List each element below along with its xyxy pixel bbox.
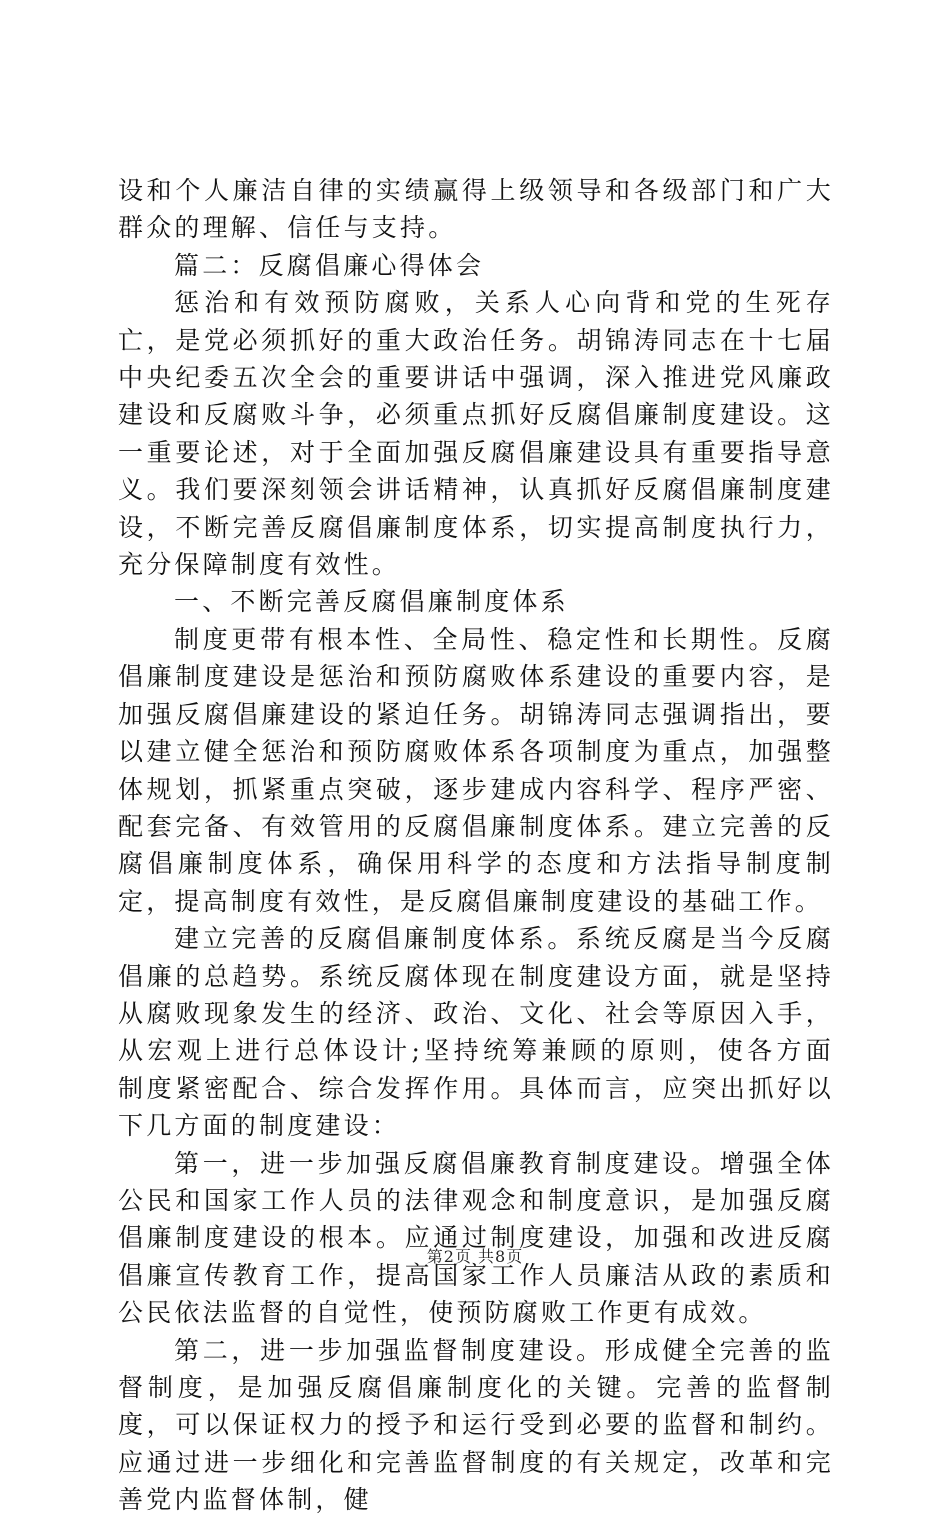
paragraph-point-two: 第二，进一步加强监督制度建设。形成健全完善的监督制度，是加强反腐倡廉制度化的关键。完善的监督制度，可以保证权力的授予和运行受到必要的监督和制约。应通过进一步细化和完善监督制度的有关规定，改革和完善党内监督体制，健 (118, 1335, 834, 1515)
section-title-part-two: 篇二：反腐倡廉心得体会 (174, 250, 485, 280)
section-heading-one: 一、不断完善反腐倡廉制度体系 (174, 587, 569, 617)
paragraph-system-build: 建立完善的反腐倡廉制度体系。系统反腐是当今反腐倡廉的总趋势。系统反腐体现在制度建设方面，就是坚持从腐败现象发生的经济、政治、文化、社会等原因入手，从宏观上进行总体设计;坚持统筹兼顾的原则，使各方面制度紧密配合、综合发挥作用。具体而言，应突出抓好以下几方面的制度建设： (118, 924, 834, 1141)
paragraph-intro: 惩治和有效预防腐败，关系人心向背和党的生死存亡，是党必须抓好的重大政治任务。胡锦涛同志在十七届中央纪委五次全会的重要讲话中强调，深入推进党风廉政建设和反腐败斗争，必须重点抓好反腐倡廉制度建设。这一重要论述，对于全面加强反腐倡廉建设具有重要指导意义。我们要深刻领会讲话精神，认真抓好反腐倡廉制度建设，不断完善反腐倡廉制度体系，切实提高制度执行力，充分保障制度有效性。 (118, 288, 834, 580)
paragraph-continuation: 设和个人廉洁自律的实绩赢得上级领导和各级部门和广大群众的理解、信任与支持。 (118, 176, 834, 243)
page-number-footer: 第2页 共8页 (426, 1247, 524, 1266)
paragraph-point-one: 第一，进一步加强反腐倡廉教育制度建设。增强全体公民和国家工作人员的法律观念和制度意识，是加强反腐倡廉制度建设的根本。应通过制度建设，加强和改进反腐倡廉宣传教育工作，提高国家工作人员廉洁从政的素质和公民依法监督的自觉性，使预防腐败工作更有成效。 (118, 1148, 834, 1328)
paragraph-system-importance: 制度更带有根本性、全局性、稳定性和长期性。反腐倡廉制度建设是惩治和预防腐败体系建设的重要内容，是加强反腐倡廉建设的紧迫任务。胡锦涛同志强调指出，要以建立健全惩治和预防腐败体系各项制度为重点，加强整体规划，抓紧重点突破，逐步建成内容科学、程序严密、配套完备、有效管用的反腐倡廉制度体系。建立完善的反腐倡廉制度体系，确保用科学的态度和方法指导制度制定，提高制度有效性，是反腐倡廉制度建设的基础工作。 (118, 624, 834, 916)
document-body (118, 172, 834, 1519)
